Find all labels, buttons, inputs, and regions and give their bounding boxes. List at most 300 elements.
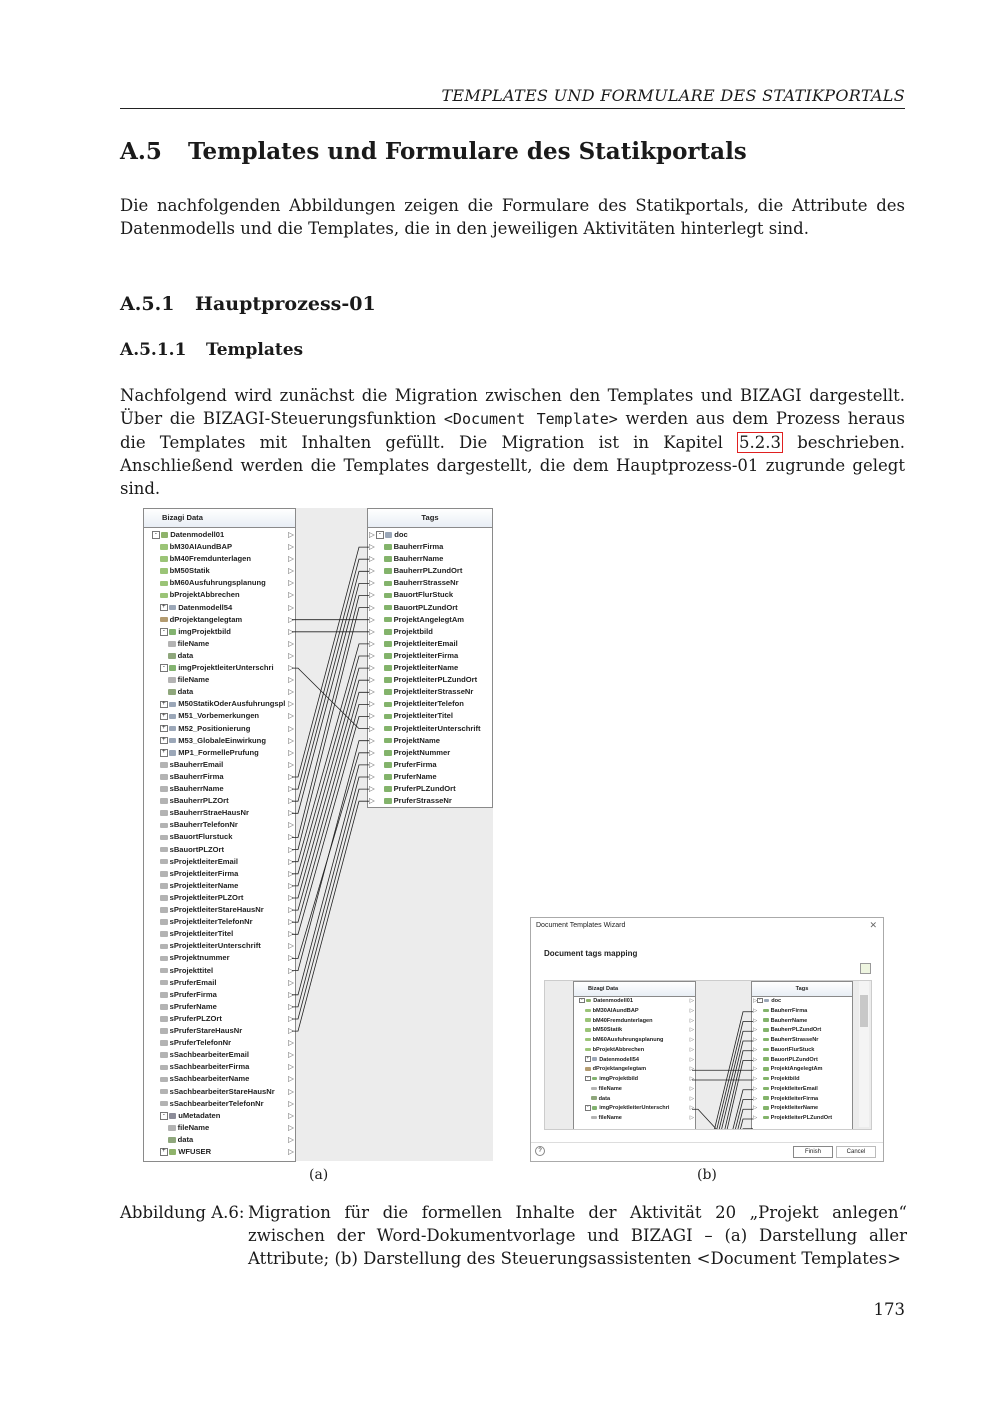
bizagi-tree-item[interactable] <box>585 1007 639 1017</box>
text-field-icon <box>160 847 168 853</box>
bizagi-tree-item[interactable] <box>160 1025 242 1037</box>
connector-arrow-icon[interactable]: ▷ <box>689 1056 694 1063</box>
connector-arrow-icon[interactable]: ▷ <box>288 1110 294 1120</box>
bizagi-tree-item[interactable] <box>160 989 217 1001</box>
tag-tree-item[interactable] <box>763 1046 814 1056</box>
bizagi-tree-item[interactable] <box>160 783 224 795</box>
bizagi-field-label: M50StatikOderAusfuhrungspl <box>178 699 286 709</box>
tag-tree-item[interactable] <box>384 735 440 747</box>
connector-arrow-icon[interactable]: ▷ <box>369 638 375 648</box>
connector-arrow-icon[interactable]: ▷ <box>369 784 375 794</box>
connector-arrow-icon[interactable]: ▷ <box>689 1027 694 1034</box>
tag-tree-item[interactable] <box>384 710 453 722</box>
text-field-icon <box>160 835 168 841</box>
tag-tree-item[interactable] <box>384 686 473 698</box>
connector-arrow-icon[interactable]: ▷ <box>369 723 375 733</box>
connector-arrow-icon[interactable]: ▷ <box>753 1066 758 1073</box>
bizagi-tree-item[interactable] <box>160 795 229 807</box>
tag-tree-item[interactable] <box>384 662 458 674</box>
collapse-icon[interactable]: - <box>585 1076 591 1082</box>
connector-arrow-icon[interactable]: ▷ <box>288 953 294 963</box>
cancel-button[interactable]: Cancel <box>836 1146 876 1158</box>
folder-icon <box>169 750 177 756</box>
connector-arrow-icon[interactable]: ▷ <box>288 759 294 769</box>
connector-arrow-icon[interactable]: ▷ <box>369 542 375 552</box>
tag-tree-item[interactable] <box>763 1104 818 1114</box>
connector-arrow-icon[interactable]: ▷ <box>288 675 294 685</box>
tag-label: ProjektleiterPLZundOrt <box>393 675 478 685</box>
connector-arrow-icon[interactable]: ▷ <box>369 759 375 769</box>
connector-arrow-icon[interactable]: ▷ <box>288 808 294 818</box>
mapping-line <box>292 753 369 959</box>
connector-arrow-icon[interactable]: ▷ <box>288 856 294 866</box>
connector-arrow-icon[interactable]: ▷ <box>288 832 294 842</box>
bizagi-tree-item[interactable] <box>168 674 209 686</box>
connector-arrow-icon[interactable]: ▷ <box>753 998 758 1005</box>
connector-arrow-icon[interactable]: ▷ <box>689 1037 694 1044</box>
bizagi-tree-item[interactable] <box>591 1095 610 1105</box>
tag-tree-item[interactable] <box>763 1075 800 1085</box>
bizagi-tree-item[interactable] <box>160 1061 249 1073</box>
tag-label: BauherrFirma <box>770 1007 808 1014</box>
help-icon[interactable]: ? <box>535 1146 545 1156</box>
tag-tree-item[interactable] <box>384 565 462 577</box>
bizagi-tree-item[interactable] <box>160 541 232 553</box>
bizagi-tree-item[interactable] <box>160 602 232 614</box>
text-field-icon <box>160 1028 168 1034</box>
collapse-icon[interactable]: - <box>160 664 168 672</box>
bizagi-tree-item[interactable] <box>160 1098 264 1110</box>
tag-icon <box>384 774 392 780</box>
collapse-icon[interactable]: - <box>160 1112 168 1120</box>
connector-arrow-icon[interactable]: ▷ <box>369 578 375 588</box>
tags-panel <box>367 508 493 808</box>
folder-icon <box>169 702 177 708</box>
tag-tree-item[interactable] <box>384 638 458 650</box>
connector-arrow-icon[interactable]: ▷ <box>288 1147 294 1157</box>
text-field-icon <box>160 1077 168 1083</box>
tag-tree-item[interactable] <box>384 589 453 601</box>
tag-label: BauherrName <box>393 554 444 564</box>
connector-arrow-icon[interactable]: ▷ <box>288 820 294 830</box>
connector-arrow-icon[interactable]: ▷ <box>369 614 375 624</box>
tag-tree-item[interactable] <box>757 997 781 1007</box>
connector-arrow-icon[interactable]: ▷ <box>288 905 294 915</box>
connector-arrow-icon[interactable]: ▷ <box>753 1027 758 1034</box>
connector-arrow-icon[interactable]: ▷ <box>689 1017 694 1024</box>
bizagi-tree-item[interactable] <box>160 589 240 601</box>
connector-arrow-icon[interactable]: ▷ <box>689 998 694 1005</box>
bizagi-tree-item[interactable] <box>160 952 230 964</box>
connector-arrow-icon[interactable]: ▷ <box>753 1007 758 1014</box>
tag-icon <box>384 593 392 599</box>
connector-arrow-icon[interactable]: ▷ <box>288 1026 294 1036</box>
scrollbar-thumb[interactable] <box>860 995 868 1027</box>
bizagi-tree-item[interactable] <box>160 771 224 783</box>
tag-tree-item[interactable] <box>384 759 437 771</box>
connector-arrow-icon[interactable]: ▷ <box>369 771 375 781</box>
connector-arrow-icon[interactable]: ▷ <box>369 554 375 564</box>
connector-arrow-icon[interactable]: ▷ <box>689 1066 694 1073</box>
connector-arrow-icon[interactable]: ▷ <box>753 1056 758 1063</box>
collapse-icon[interactable]: - <box>152 531 160 539</box>
tag-tree-item[interactable] <box>763 1065 823 1075</box>
database-icon <box>161 532 169 538</box>
connector-arrow-icon[interactable]: ▷ <box>753 1037 758 1044</box>
mapping-line <box>689 1022 753 1130</box>
collapse-icon[interactable]: - <box>585 1105 591 1111</box>
bizagi-field-label: sSachbearbeiterStareHausNr <box>169 1086 275 1096</box>
connector-arrow-icon[interactable]: ▷ <box>288 941 294 951</box>
body-paragraph <box>120 384 905 500</box>
bizagi-tree-item[interactable] <box>160 1049 249 1061</box>
connector-arrow-icon[interactable]: ▷ <box>288 977 294 987</box>
bizagi-tree-item[interactable] <box>160 1001 217 1013</box>
connector-arrow-icon[interactable]: ▷ <box>288 638 294 648</box>
tag-tree-item[interactable] <box>763 1114 832 1124</box>
bizagi-tree-item[interactable] <box>160 577 266 589</box>
tag-tree-item[interactable] <box>384 602 458 614</box>
tag-tree-item[interactable] <box>763 1036 818 1046</box>
bizagi-tree-item[interactable] <box>591 1085 622 1095</box>
bizagi-tree-item[interactable] <box>160 626 231 638</box>
tag-tree-item[interactable] <box>384 577 459 589</box>
bizagi-tree-item[interactable] <box>160 759 223 771</box>
bizagi-field-label: bM60Ausfuhrungsplanung <box>169 578 266 588</box>
expand-icon[interactable]: + <box>161 699 166 707</box>
connector-arrow-icon[interactable]: ▷ <box>288 542 294 552</box>
bizagi-tree-item[interactable] <box>160 735 266 747</box>
connector-arrow-icon[interactable]: ▷ <box>369 650 375 660</box>
text-field-icon <box>160 823 168 829</box>
connector-arrow-icon[interactable]: ▷ <box>288 614 294 624</box>
tag-tree-item[interactable] <box>384 553 443 565</box>
connector-arrow-icon[interactable]: ▷ <box>288 868 294 878</box>
connector-arrow-icon[interactable]: ▷ <box>288 1013 294 1023</box>
mapping-line <box>292 596 369 838</box>
tag-label: ProjektleiterName <box>393 663 459 673</box>
connector-arrow-icon[interactable]: ▷ <box>369 687 375 697</box>
bizagi-tree-item[interactable] <box>160 1013 222 1025</box>
bizagi-tree-item[interactable] <box>168 638 209 650</box>
connector-arrow-icon[interactable]: ▷ <box>288 892 294 902</box>
bizagi-tree-item[interactable] <box>160 819 238 831</box>
bizagi-tree-item[interactable] <box>160 965 213 977</box>
bizagi-tree-item[interactable] <box>585 1036 663 1046</box>
bizagi-tree-item[interactable] <box>160 723 250 735</box>
bizagi-tree-item[interactable] <box>160 868 238 880</box>
expand-icon[interactable]: + <box>161 1147 166 1155</box>
layout-toggle-icon[interactable] <box>860 963 871 974</box>
bizagi-field-label: M51_Vorbemerkungen <box>178 711 260 721</box>
tag-label: BauortPLZundOrt <box>393 602 458 612</box>
bizagi-tree-item[interactable] <box>168 1134 193 1146</box>
tag-tree-item[interactable] <box>376 529 408 541</box>
connector-arrow-icon[interactable]: ▷ <box>288 1038 294 1048</box>
tag-label: ProjektNummer <box>393 747 451 757</box>
connector-arrow-icon[interactable]: ▷ <box>689 1095 694 1102</box>
expand-icon[interactable]: + <box>161 735 166 743</box>
bizagi-field-label: bM50Statik <box>592 1027 623 1034</box>
connector-arrow-icon[interactable]: ▷ <box>689 1007 694 1014</box>
caption-label: Abbildung A.6: <box>120 1203 245 1222</box>
connector-arrow-icon[interactable]: ▷ <box>288 711 294 721</box>
connector-arrow-icon[interactable]: ▷ <box>689 1076 694 1083</box>
tag-icon <box>384 677 392 683</box>
tag-tree-item[interactable] <box>384 698 464 710</box>
bizagi-tree-item[interactable] <box>160 1086 275 1098</box>
tag-label: Projektbild <box>770 1076 800 1083</box>
bizagi-field-label: sPruferPLZOrt <box>169 1013 222 1023</box>
bizagi-tree-item[interactable] <box>168 1122 209 1134</box>
connector-arrow-icon[interactable]: ▷ <box>369 529 375 539</box>
connector-arrow-icon[interactable]: ▷ <box>753 1105 758 1112</box>
scrollbar[interactable] <box>859 981 869 1127</box>
bizagi-field-label: Datenmodell01 <box>170 529 225 539</box>
connector-arrow-icon[interactable]: ▷ <box>753 1085 758 1092</box>
bizagi-tree-item[interactable] <box>160 844 224 856</box>
tag-tree-item[interactable] <box>384 626 433 638</box>
tag-icon <box>763 1048 769 1052</box>
connector-arrow-icon[interactable]: ▷ <box>288 929 294 939</box>
connector-arrow-icon[interactable]: ▷ <box>369 747 375 757</box>
connector-arrow-icon[interactable]: ▷ <box>369 602 375 612</box>
tag-label: ProjektleiterTelefon <box>393 699 464 709</box>
checkmark-icon <box>585 1028 591 1032</box>
bizagi-tree-item[interactable] <box>168 650 193 662</box>
bizagi-tree-item[interactable] <box>160 710 259 722</box>
connector-arrow-icon[interactable]: ▷ <box>288 735 294 745</box>
connector-arrow-icon[interactable]: ▷ <box>753 1095 758 1102</box>
connector-arrow-icon[interactable]: ▷ <box>288 1086 294 1096</box>
bizagi-tree-item[interactable] <box>160 831 232 843</box>
connector-arrow-icon[interactable]: ▷ <box>288 784 294 794</box>
dialog-heading: Document tags mapping <box>544 949 638 958</box>
bizagi-tree-item[interactable] <box>585 1065 646 1075</box>
connector-arrow-icon[interactable]: ▷ <box>288 880 294 890</box>
connector-arrow-icon[interactable]: ▷ <box>689 1046 694 1053</box>
bizagi-tree-item[interactable] <box>585 1046 644 1056</box>
connector-arrow-icon[interactable]: ▷ <box>753 1017 758 1024</box>
connector-arrow-icon[interactable]: ▷ <box>288 1122 294 1132</box>
tag-icon <box>384 581 392 587</box>
mapping-line <box>292 668 369 886</box>
file-icon <box>168 653 176 659</box>
bizagi-tree-item[interactable] <box>160 928 233 940</box>
connector-arrow-icon[interactable]: ▷ <box>288 602 294 612</box>
section-title: Templates und Formulare des Statikportals <box>188 138 747 165</box>
tag-tree-item[interactable] <box>384 674 477 686</box>
text-field-icon <box>160 895 168 901</box>
tag-icon <box>763 1009 769 1013</box>
bizagi-tree-item[interactable] <box>160 553 251 565</box>
tag-label: ProjektleiterPLZundOrt <box>770 1115 833 1122</box>
expand-icon[interactable]: + <box>161 711 166 719</box>
bizagi-field-label: sProjektleiterEmail <box>169 856 238 866</box>
connector-arrow-icon[interactable]: ▷ <box>753 1076 758 1083</box>
connector-arrow-icon[interactable]: ▷ <box>288 626 294 636</box>
bizagi-field-label: sBauherrPLZOrt <box>169 796 229 806</box>
connector-arrow-icon[interactable]: ▷ <box>288 529 294 539</box>
bizagi-tree-item[interactable] <box>160 1146 211 1158</box>
bizagi-tree-item[interactable] <box>579 997 633 1007</box>
bizagi-tree-item[interactable] <box>160 916 253 928</box>
connector-arrow-icon[interactable]: ▷ <box>288 687 294 697</box>
tag-label: BauherrFirma <box>393 542 444 552</box>
bizagi-tree-item[interactable] <box>160 904 264 916</box>
bizagi-tree-item[interactable] <box>168 686 193 698</box>
bizagi-tree-item[interactable] <box>160 892 243 904</box>
tag-label: ProjektleiterTitel <box>393 711 453 721</box>
bizagi-field-label: sBauherrName <box>169 784 224 794</box>
tag-tree-item[interactable] <box>384 795 452 807</box>
checkmark-icon <box>585 1009 591 1013</box>
connector-arrow-icon[interactable]: ▷ <box>288 796 294 806</box>
connector-arrow-icon[interactable]: ▷ <box>288 1050 294 1060</box>
bizagi-tree-item[interactable] <box>160 856 238 868</box>
bizagi-tree-item[interactable] <box>591 1114 622 1124</box>
bizagi-field-label: sBauherrStraeHausNr <box>169 808 249 818</box>
connector-arrow-icon[interactable]: ▷ <box>288 771 294 781</box>
bizagi-tree-item[interactable] <box>160 565 210 577</box>
bizagi-tree-item[interactable] <box>585 1075 638 1085</box>
connector-arrow-icon[interactable]: ▷ <box>288 1098 294 1108</box>
connector-arrow-icon[interactable]: ▷ <box>369 663 375 673</box>
connector-arrow-icon[interactable]: ▷ <box>288 1134 294 1144</box>
expand-icon[interactable]: + <box>161 723 166 731</box>
tag-tree-item[interactable] <box>763 1095 818 1105</box>
bizagi-tree-item[interactable] <box>160 880 238 892</box>
tag-icon <box>763 1018 769 1022</box>
collapse-icon[interactable]: - <box>160 628 168 636</box>
chapter-reference-link[interactable]: 5.2.3 <box>739 433 782 452</box>
bizagi-field-label: bM40Fremdunterlagen <box>169 554 252 564</box>
collapse-icon[interactable]: - <box>376 531 384 539</box>
text-field-icon <box>160 1065 168 1071</box>
close-icon[interactable]: ✕ <box>869 920 877 930</box>
connector-arrow-icon[interactable]: ▷ <box>288 566 294 576</box>
connector-arrow-icon[interactable]: ▷ <box>369 590 375 600</box>
bizagi-tree-item[interactable] <box>160 977 216 989</box>
mapping-line <box>689 1100 753 1130</box>
tag-tree-item[interactable] <box>384 771 437 783</box>
bizagi-tree-item[interactable] <box>152 529 224 541</box>
folder-icon <box>169 738 177 744</box>
tag-icon <box>763 1106 769 1110</box>
tag-icon <box>384 653 392 659</box>
section-number: A.5 <box>120 138 162 165</box>
checkmark-icon <box>160 544 168 550</box>
bizagi-tree-item[interactable] <box>585 1056 639 1066</box>
connector-arrow-icon[interactable]: ▷ <box>369 566 375 576</box>
bizagi-tree-item[interactable] <box>160 807 249 819</box>
bizagi-tree-item[interactable] <box>585 1017 653 1027</box>
checkmark-icon <box>160 556 168 562</box>
collapse-icon[interactable]: - <box>757 998 763 1004</box>
connector-arrow-icon[interactable]: ▷ <box>288 844 294 854</box>
bizagi-tree-item[interactable] <box>160 698 285 710</box>
expand-icon[interactable]: + <box>161 747 166 755</box>
tag-icon <box>763 1096 769 1100</box>
folder-icon <box>169 714 177 720</box>
connector-arrow-icon[interactable]: ▷ <box>288 1062 294 1072</box>
connector-arrow-icon[interactable]: ▷ <box>689 1105 694 1112</box>
connector-arrow-icon[interactable]: ▷ <box>288 747 294 757</box>
bizagi-field-label: imgProjektbild <box>178 626 231 636</box>
tag-tree-item[interactable] <box>763 1085 818 1095</box>
connector-arrow-icon[interactable]: ▷ <box>288 663 294 673</box>
mapping-line <box>689 1061 753 1130</box>
connector-arrow-icon[interactable]: ▷ <box>288 965 294 975</box>
bizagi-field-label: imgProjektbild <box>599 1076 639 1083</box>
connector-arrow-icon[interactable]: ▷ <box>288 917 294 927</box>
connector-arrow-icon[interactable]: ▷ <box>689 1085 694 1092</box>
connector-arrow-icon[interactable]: ▷ <box>288 650 294 660</box>
bizagi-tree-item[interactable] <box>160 614 242 626</box>
connector-arrow-icon[interactable]: ▷ <box>288 1074 294 1084</box>
connector-arrow-icon[interactable]: ▷ <box>369 675 375 685</box>
checkmark-icon <box>585 1048 591 1052</box>
mapping-line <box>689 1012 753 1129</box>
connector-arrow-icon[interactable]: ▷ <box>288 554 294 564</box>
connector-arrow-icon[interactable]: ▷ <box>369 796 375 806</box>
mapping-line <box>292 608 369 850</box>
running-header: TEMPLATES UND FORMULARE DES STATIKPORTALS <box>441 86 905 105</box>
text-field-icon <box>160 907 168 913</box>
bizagi-tree-item[interactable] <box>160 1073 249 1085</box>
connector-arrow-icon[interactable]: ▷ <box>288 723 294 733</box>
collapse-icon[interactable]: - <box>579 998 585 1004</box>
connector-arrow-icon[interactable]: ▷ <box>288 989 294 999</box>
connector-arrow-icon[interactable]: ▷ <box>288 578 294 588</box>
expand-icon[interactable]: + <box>586 1055 590 1061</box>
connector-arrow-icon[interactable]: ▷ <box>288 590 294 600</box>
bizagi-tree-item[interactable] <box>585 1104 669 1114</box>
finish-button[interactable]: Finish <box>793 1146 833 1158</box>
connector-arrow-icon[interactable]: ▷ <box>288 699 294 709</box>
tag-tree-item[interactable] <box>763 1056 818 1066</box>
connector-arrow-icon[interactable]: ▷ <box>369 626 375 636</box>
expand-icon[interactable]: + <box>161 602 166 610</box>
tag-tree-item[interactable] <box>763 1017 807 1027</box>
mapping-line <box>292 559 369 789</box>
tag-tree-item[interactable] <box>384 783 456 795</box>
connector-arrow-icon[interactable]: ▷ <box>369 711 375 721</box>
tag-tree-item[interactable] <box>384 747 450 759</box>
tag-tree-item[interactable] <box>384 650 458 662</box>
bizagi-tree-item[interactable] <box>160 940 261 952</box>
connector-arrow-icon[interactable]: ▷ <box>753 1046 758 1053</box>
bizagi-tree-item[interactable] <box>160 1037 231 1049</box>
mapping-line <box>689 1090 753 1129</box>
tag-tree-item[interactable] <box>763 1007 807 1017</box>
bizagi-tree-item[interactable] <box>160 747 259 759</box>
tag-tree-item[interactable] <box>384 614 464 626</box>
connector-arrow-icon[interactable]: ▷ <box>369 699 375 709</box>
tag-tree-item[interactable] <box>763 1026 821 1036</box>
tag-tree-item[interactable] <box>384 723 481 735</box>
connector-arrow-icon[interactable]: ▷ <box>369 735 375 745</box>
bizagi-field-label: fileName <box>598 1115 622 1122</box>
connector-arrow-icon[interactable]: ▷ <box>753 1115 758 1122</box>
tag-tree-item[interactable] <box>384 541 443 553</box>
bizagi-tree-item[interactable] <box>160 662 274 674</box>
bizagi-tree-item[interactable] <box>585 1026 622 1036</box>
connector-arrow-icon[interactable]: ▷ <box>689 1115 694 1122</box>
bizagi-field-label: WFUSER <box>178 1147 212 1157</box>
bizagi-tree-item[interactable] <box>160 1110 220 1122</box>
connector-arrow-icon[interactable]: ▷ <box>288 1001 294 1011</box>
